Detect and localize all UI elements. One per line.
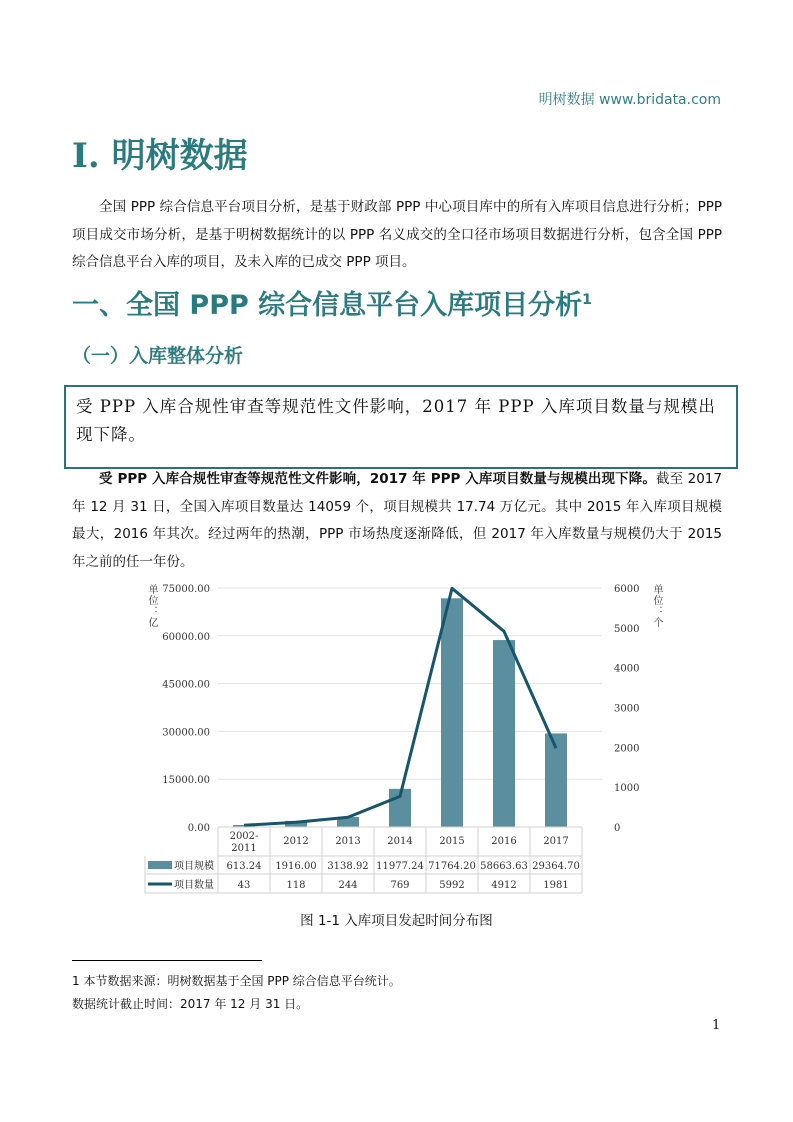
legend-label: 项目数量 [174,880,214,891]
left-axis-tick: 60000.00 [162,631,210,643]
bar-data-label: 613.24 [226,861,262,872]
highlight-text: 受 PPP 入库合规性审查等规范性文件影响，2017 年 PPP 入库项目数量与规模出现下降。 [76,397,716,444]
category-label: 2002- [229,831,259,842]
right-axis-tick: 6000 [614,584,640,595]
footnote-divider [72,960,262,961]
left-axis-unit: 单位：亿 [146,584,157,628]
right-axis-unit: 单位：个 [651,584,662,628]
bar-data-label: 11977.24 [376,861,424,872]
line-data-label: 1981 [543,880,569,891]
document-title: I. 明树数据 [72,136,248,176]
section-heading-text: 一、全国 PPP 综合信息平台入库项目分析 [72,290,583,321]
footnote-ref[interactable]: 1 [582,292,592,308]
right-axis-tick: 3000 [614,703,640,715]
category-label: 2015 [439,836,465,847]
bar-data-label: 29364.70 [532,861,580,872]
subsection-heading: （一）入库整体分析 [72,345,244,367]
category-label: 2012 [283,836,309,847]
line-data-label: 118 [286,880,306,891]
right-axis-tick: 4000 [614,663,640,675]
page-header: 明树数据 www.bridata.com [538,92,721,108]
bar-data-label: 71764.20 [428,861,476,872]
bar-data-label: 1916.00 [275,861,317,872]
right-axis-tick: 1000 [614,783,640,795]
bar-data-label: 3138.92 [327,861,369,872]
body-text: 截至 2017 年 12 月 31 日，全国入库项目数量达 14059 个，项目规模共 17.74 万亿元。其中 2015 年入库项目规模最大，2016 年其次。经过两年的热潮，PPP 市场热度逐渐降低，但 2017 年入库数量与规模仍大于 2015 年之前的任一年份。 [72,471,722,570]
body-bold-lead: 受 PPP 入库合规性审查等规范性文件影响，2017 年 PPP 入库项目数量与规模出现下降。 [99,471,656,487]
left-axis-tick: 45000.00 [162,679,210,691]
right-axis-tick: 0 [614,823,621,834]
line-data-label: 769 [390,880,410,891]
line-data-label: 244 [338,880,358,891]
category-label: 2013 [335,836,361,847]
bar [441,598,463,827]
left-axis-tick: 75000.00 [162,584,210,595]
intro-paragraph: 全国 PPP 综合信息平台项目分析，是基于财政部 PPP 中心项目库中的所有入库项目信息进行分析；PPP 项目成交市场分析，是基于明树数据统计的以 PPP 名义成交的全口径市场项目数据进行分析，包含全国 PPP 综合信息平台入库的项目，及未入库的已成交 PPP 项目。 [72,199,722,270]
section-heading [72,283,592,322]
footnote-2: 数据统计截止时间：2017 年 12 月 31 日。 [72,997,309,1011]
body-paragraph [72,466,722,576]
chart [140,580,680,900]
left-axis-tick: 0.00 [187,823,210,834]
left-axis-tick: 15000.00 [162,775,210,787]
right-axis-tick: 2000 [614,743,640,755]
legend-swatch-bar [148,861,172,869]
line-data-label: 4912 [491,880,517,891]
category-label: 2017 [543,836,569,847]
left-axis-tick: 30000.00 [162,727,210,739]
category-label: 2014 [387,836,413,847]
footnote-1: 1 本节数据来源：明树数据基于全国 PPP 综合信息平台统计。 [72,974,401,988]
legend-label: 项目规模 [174,861,214,872]
bar-data-label: 58663.63 [480,861,528,872]
line-data-label: 5992 [439,880,465,891]
figure-caption: 图 1-1 入库项目发起时间分布图 [300,913,493,929]
category-label: 2016 [491,836,517,847]
line-data-label: 43 [237,880,251,891]
bar [493,640,515,827]
highlight-box [64,385,738,469]
right-axis-tick: 5000 [614,623,640,635]
category-label: 2011 [231,843,257,854]
page-number: 1 [712,1018,721,1033]
